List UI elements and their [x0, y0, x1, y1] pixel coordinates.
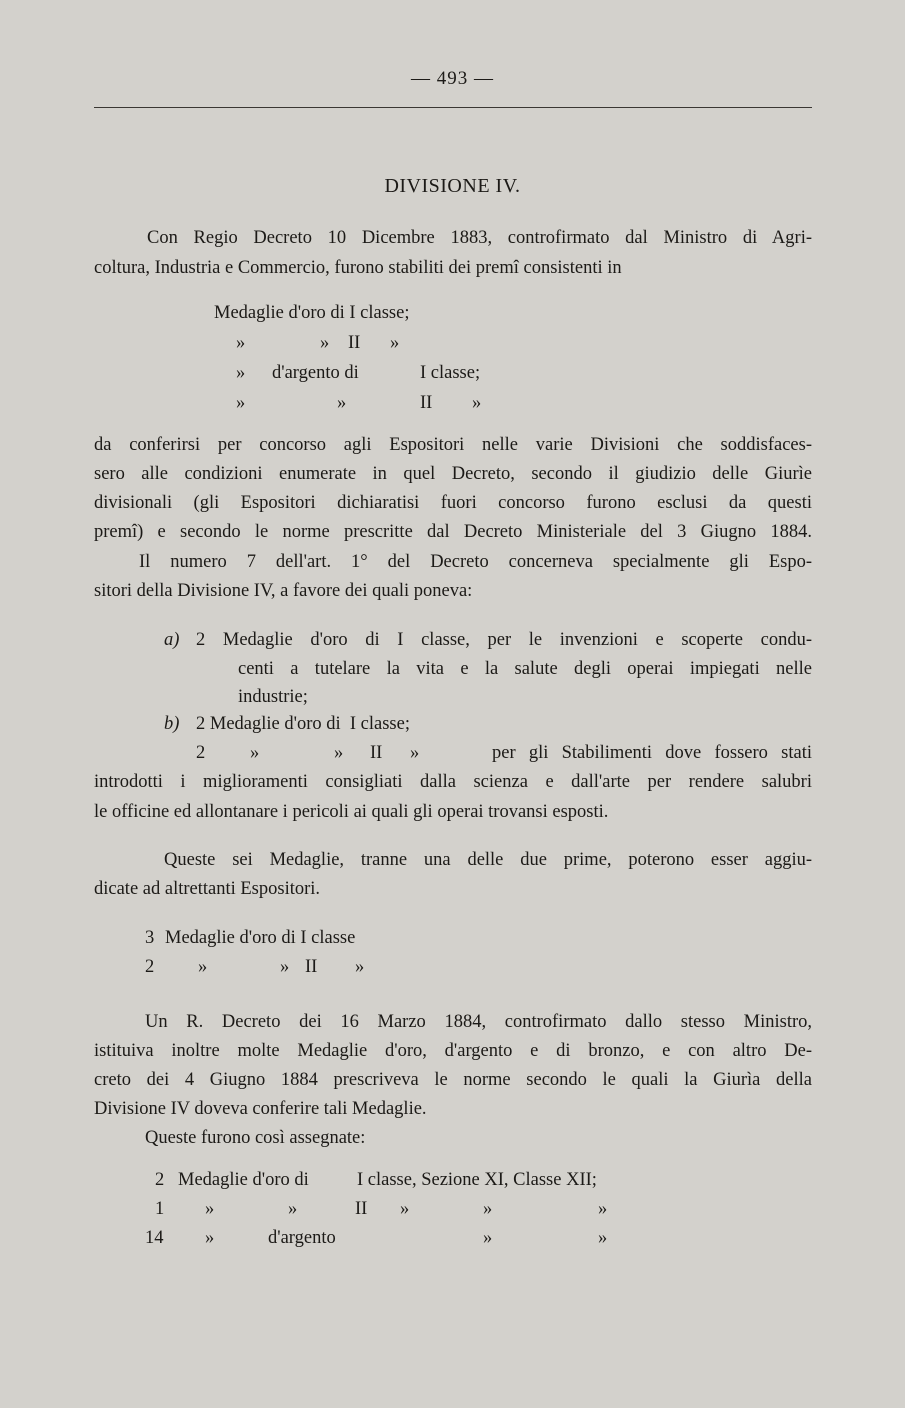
para2-line-2: sero alle condizioni enumerate in quel Decreto, secondo il giudizio delle Giurìe — [94, 464, 812, 484]
ditto-mark: » — [483, 1228, 493, 1248]
page-number: — 493 — — [411, 68, 494, 89]
ditto-mark: » — [334, 743, 344, 763]
item-b-label: b) — [164, 714, 180, 734]
intro-line-2: coltura, Industria e Commercio, furono stabiliti dei premî consistenti in — [94, 258, 622, 278]
ditto-mark: » — [205, 1228, 215, 1248]
section-title: DIVISIONE IV. — [384, 175, 521, 197]
award-count: 3 — [145, 928, 155, 948]
class-numeral: II — [305, 957, 318, 977]
assign-desc: I classe, Sezione XI, Classe XII; — [357, 1170, 597, 1190]
medals-list-item: d'argento di — [272, 363, 359, 383]
ditto-mark: » — [400, 1199, 410, 1219]
para5-line-3: creto dei 4 Giugno 1884 prescriveva le norme secondo le quali la Giurìa della — [94, 1070, 812, 1090]
award-count: 2 — [145, 957, 155, 977]
para2-line-3: divisionali (gli Espositori dichiaratisi fuori concorso furono esclusi da questi — [94, 493, 812, 513]
class-numeral: II — [355, 1199, 368, 1219]
para4-line-1: Queste sei Medaglie, tranne una delle due prime, poterono esser aggiu- — [164, 850, 812, 870]
ditto-mark: » — [236, 363, 246, 383]
para6: Queste furono così assegnate: — [145, 1128, 366, 1148]
ditto-mark: » — [598, 1228, 608, 1248]
ditto-mark: » — [598, 1199, 608, 1219]
medals-list-item: Medaglie d'oro di I classe; — [214, 303, 410, 323]
item-b-line-2-text: per gli Stabilimenti dove fossero stati — [492, 743, 812, 763]
assign-desc: d'argento — [268, 1228, 336, 1248]
ditto-mark: » — [390, 333, 400, 353]
award-desc: Medaglie d'oro di I classe — [165, 928, 356, 948]
ditto-mark: » — [236, 333, 246, 353]
ditto-mark: » — [236, 393, 246, 413]
assign-count: 1 — [155, 1199, 165, 1219]
ditto-mark: » — [483, 1199, 493, 1219]
para3-line-1: Il numero 7 dell'art. 1° del Decreto concerneva specialmente gli Espo- — [139, 552, 812, 572]
ditto-mark: » — [320, 333, 330, 353]
para4-line-2: dicate ad altrettanti Espositori. — [94, 879, 321, 899]
class-numeral: II — [348, 333, 361, 353]
para5-line-2: istituiva inoltre molte Medaglie d'oro, d'argento e di bronzo, e con altro De- — [94, 1041, 812, 1061]
class-numeral: II — [420, 393, 433, 413]
item-a-label: a) — [164, 630, 180, 650]
ditto-mark: » — [337, 393, 347, 413]
item-a-line-1: 2 Medaglie d'oro di I classe, per le invenzioni e scoperte condu- — [196, 630, 812, 650]
para2-line-4: premî) e secondo le norme prescritte dal Decreto Ministeriale del 3 Giugno 1884. — [94, 522, 812, 542]
class-numeral: II — [370, 743, 383, 763]
item-a-line-3: industrie; — [238, 687, 308, 707]
item-b-cont-1: introdotti i miglioramenti consigliati dalla scienza e dall'arte per rendere salubri — [94, 772, 812, 792]
para2-line-1: da conferirsi per concorso agli Espositori nelle varie Divisioni che soddisfaces- — [94, 435, 812, 455]
assign-desc: Medaglie d'oro di — [178, 1170, 309, 1190]
header-rule — [94, 107, 812, 108]
item-b-cont-2: le officine ed allontanare i pericoli ai quali gli operai trovansi esposti. — [94, 802, 609, 822]
ditto-mark: » — [198, 957, 208, 977]
ditto-mark: » — [250, 743, 260, 763]
ditto-mark: » — [205, 1199, 215, 1219]
ditto-mark: » — [410, 743, 420, 763]
para5-line-1: Un R. Decreto dei 16 Marzo 1884, controfirmato dallo stesso Ministro, — [145, 1012, 812, 1032]
ditto-mark: » — [355, 957, 365, 977]
assign-count: 2 — [155, 1170, 165, 1190]
para3-line-2: sitori della Divisione IV, a favore dei quali poneva: — [94, 581, 473, 601]
item-b-line-1: 2 Medaglie d'oro di I classe; — [196, 714, 410, 734]
para5-line-4: Divisione IV doveva conferire tali Medaglie. — [94, 1099, 427, 1119]
item-b-count: 2 — [196, 743, 206, 763]
assign-count: 14 — [145, 1228, 164, 1248]
intro-line-1: Con Regio Decreto 10 Dicembre 1883, controfirmato dal Ministro di Agri- — [147, 228, 812, 248]
ditto-mark: » — [280, 957, 290, 977]
medals-list-item: I classe; — [420, 363, 481, 383]
ditto-mark: » — [472, 393, 482, 413]
item-a-line-2: centi a tutelare la vita e la salute degli operai impiegati nelle — [238, 659, 812, 679]
ditto-mark: » — [288, 1199, 298, 1219]
